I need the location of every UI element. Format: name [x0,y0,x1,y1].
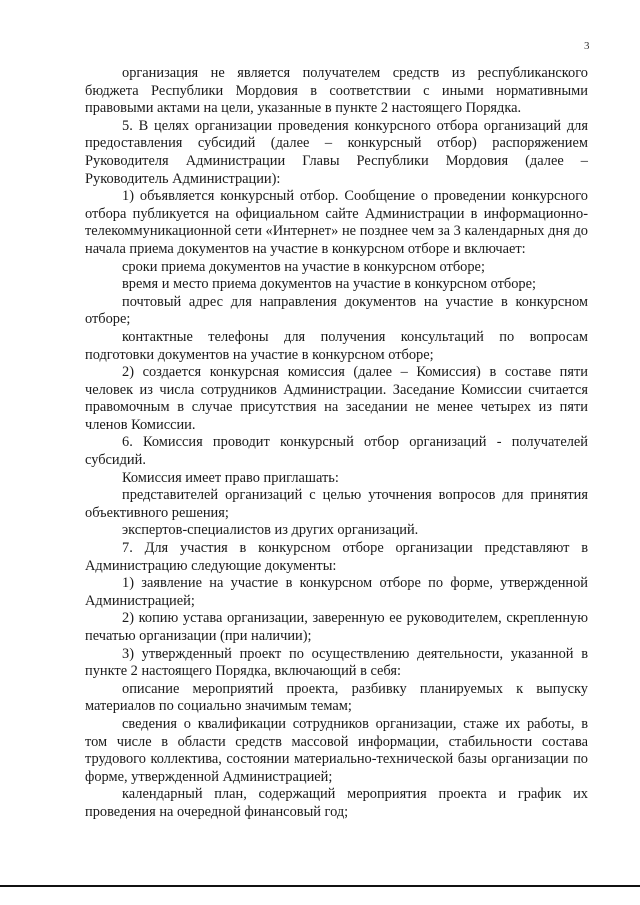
paragraph: 7. Для участия в конкурсном отборе организации представляют в Администрацию следующие документы: [85,540,588,574]
document-body [85,65,588,822]
paragraph: Комиссия имеет право приглашать: [122,469,339,486]
paragraph: 3) утвержденный проект по осуществлению деятельности, указанной в пункте 2 настоящего Порядка, включающий в себя: [85,645,588,680]
paragraph: почтовый адрес для направления документов на участие в конкурсном отборе; [85,293,588,328]
paragraph: время и место приема документов на участие в конкурсном отборе; [122,276,537,293]
paragraph: 6. Комиссия проводит конкурсный отбор организаций - получателей субсидий. [85,434,588,469]
paragraph: экспертов-специалистов из других организаций. [122,522,419,539]
paragraph: календарный план, содержащий мероприятия проекта и график их проведения на очередной финансовый год; [85,786,588,820]
paragraph: описание мероприятий проекта, разбивку планируемых к выпуску материалов по социально значимым темам; [85,680,588,715]
paragraph: 5. В целях организации проведения конкурсного отбора организаций для предоставления субсидий (далее – конкурсный отбор) распоряжением Руководителя Администрации Главы Республики Мордовия (далее – Руководитель Администрации): [85,117,588,187]
paragraph: организация не является получателем средств из республиканского бюджета Республики Мордовия в соответствии с иными нормативными правовыми актами на цели, указанные в пункте 2 настоящего Порядка. [85,65,588,117]
paragraph: сроки приема документов на участие в конкурсном отборе; [122,258,485,275]
paragraph: представителей организаций с целью уточнения вопросов для принятия объективного решения; [85,487,588,521]
paragraph: контактные телефоны для получения консультаций по вопросам подготовки документов на участие в конкурсном отборе; [85,328,588,363]
paragraph: 1) заявление на участие в конкурсном отборе по форме, утвержденной Администрацией; [85,575,588,609]
page-number: 3 [584,40,590,52]
paragraph: сведения о квалификации сотрудников организации, стаже их работы, в том числе в области средств массовой информации, стабильности состава трудового коллектива, состоянии материально-технической базы организации по форме, утвержденной Администрацией; [85,715,588,785]
page-bottom-edge [0,885,640,887]
paragraph: 1) объявляется конкурсный отбор. Сообщение о проведении конкурсного отбора публикуется на официальном сайте Администрации в информационно-телекоммуникационной сети «Интернет» не позднее чем за 3 календарных дня до начала приема документов на участие в конкурсном отборе и включает: [85,188,588,257]
paragraph: 2) копию устава организации, заверенную ее руководителем, скрепленную печатью организации (при наличии); [85,610,588,644]
paragraph: 2) создается конкурсная комиссия (далее – Комиссия) в составе пяти человек из числа сотрудников Администрации. Заседание Комиссии считается правомочным в случае присутствия на заседании не менее четырех из пяти членов Комиссии. [85,364,588,433]
